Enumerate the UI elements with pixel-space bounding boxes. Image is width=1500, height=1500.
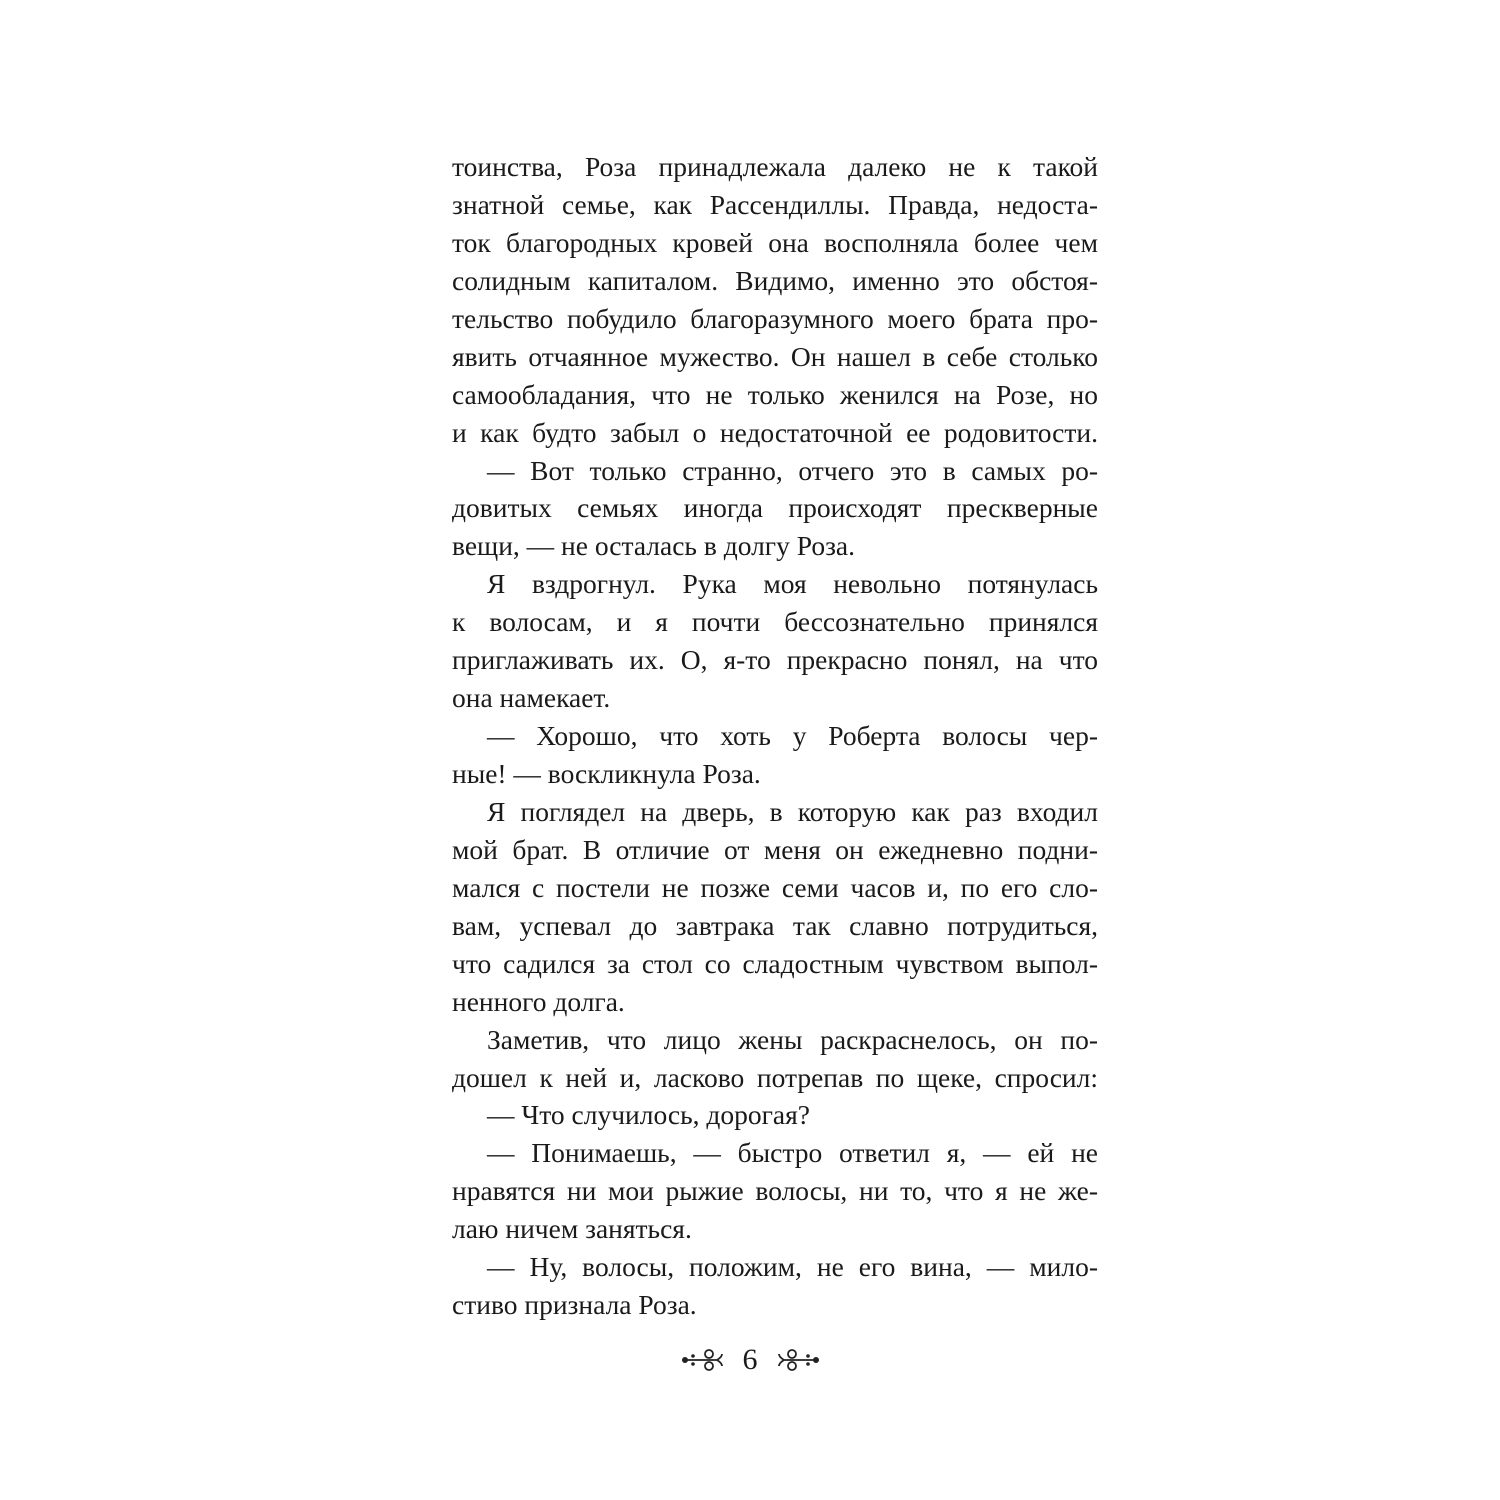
text-line: нравятся ни мои рыжие волосы, ни то, что я не же- [452,1175,1098,1207]
text-line: к волосам, и я почти бессознательно принялся [452,606,1098,638]
text-line: ненного долга. [452,985,625,1017]
text-line: солидным капиталом. Видимо, именно это обстоя- [452,264,1098,296]
text-line: лаю ничем заняться. [452,1213,692,1245]
text-line: дошел к ней и, ласково потрепав по щеке, спросил: [452,1061,1098,1093]
text-line: — Хорошо, что хоть у Роберта волосы чер- [487,720,1098,752]
text-line: явить отчаянное мужество. Он нашел в себе столько [452,340,1098,372]
page-footer [0,1343,1500,1377]
left-ornament-icon [679,1345,725,1375]
text-line: — Ну, волосы, положим, не его вина, — мило- [487,1251,1098,1283]
text-line: довитых семьях иногда происходят прескверные [452,492,1098,524]
page-number: 6 [742,1343,758,1376]
text-line: приглаживать их. О, я-то прекрасно понял, на что [452,644,1098,676]
text-line: вещи, — не осталась в долгу Роза. [452,530,856,562]
text-line: она намекает. [452,682,611,714]
text-line: — Что случилось, дорогая? [487,1099,810,1131]
text-line: — Понимаешь, — быстро ответил я, — ей не [487,1137,1098,1169]
text-line: Заметив, что лицо жены раскраснелось, он по- [487,1023,1098,1055]
text-line: мался с постели не позже семи часов и, по его сло- [452,871,1098,903]
text-line: мой брат. В отличие от меня он ежедневно подни- [452,833,1098,865]
text-line: — Вот только странно, отчего это в самых ро- [487,454,1098,486]
text-line: Я вздрогнул. Рука моя невольно потянулась [487,568,1098,600]
text-line: ные! — воскликнула Роза. [452,758,761,789]
right-ornament-icon [776,1345,822,1375]
text-line: что садился за стол со сладостным чувством выпол- [452,947,1098,979]
text-line: стиво признала Роза. [452,1289,697,1321]
text-line: и как будто забыл о недостаточной ее родовитости. [452,416,1098,448]
text-line: вам, успевал до завтрака так славно потрудиться, [452,909,1098,941]
text-line: ток благородных кровей она восполняла более чем [452,226,1098,258]
page-body-text [452,148,1098,1324]
text-line: самообладания, что не только женился на Розе, но [452,378,1098,410]
text-line: Я поглядел на дверь, в которую как раз входил [487,795,1098,827]
text-line: тоинства, Роза принадлежала далеко не к такой [452,151,1098,182]
text-line: тельство побудило благоразумного моего брата про- [452,302,1098,334]
text-line: знатной семье, как Рассендиллы. Правда, недоста- [452,188,1098,220]
